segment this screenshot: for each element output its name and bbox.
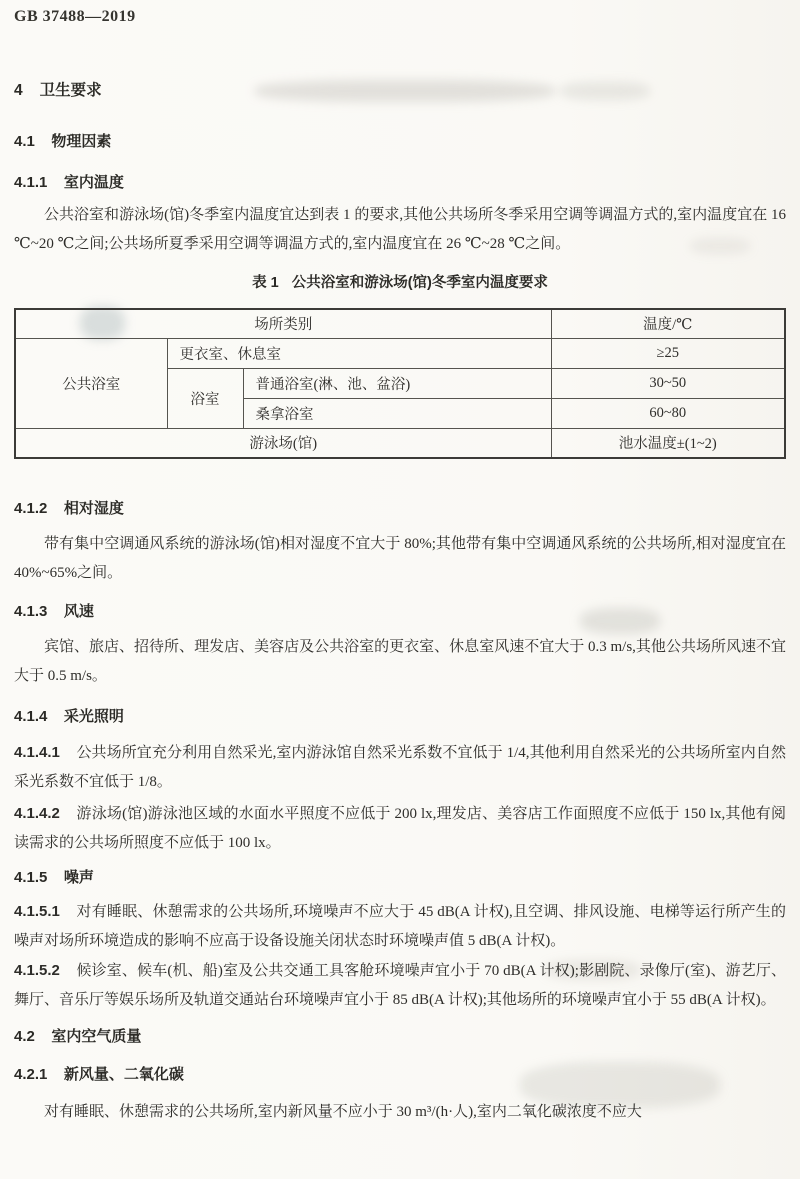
clause-4-1-5-2 xyxy=(14,956,786,1015)
section-title: 室内空气质量 xyxy=(51,1028,142,1045)
cell-public-bathhouse: 公共浴室 xyxy=(15,338,167,428)
section-4-heading xyxy=(14,80,786,102)
section-title: 相对湿度 xyxy=(63,500,124,517)
paragraph-relative-humidity: 带有集中空调通风系统的游泳场(馆)相对湿度不宜大于 80%;其他带有集中空调通风系统的公共场所,相对湿度宜在 40%~65%之间。 xyxy=(14,536,786,581)
paragraph-indoor-temperature: 公共浴室和游泳场(馆)冬季室内温度宜达到表 1 的要求,其他公共场所冬季采用空调等调温方式的,室内温度宜在 16 ℃~20 ℃之间;公共场所夏季采用空调等调温方式的,室内温度宜在 26 ℃~28 ℃之间。 xyxy=(14,207,786,252)
section-number: 4.1.5 xyxy=(14,869,48,886)
clause-4-1-4-1 xyxy=(14,738,786,797)
section-4-1-3-heading xyxy=(14,601,786,623)
table-row xyxy=(15,338,785,368)
clause-number: 4.1.5.2 xyxy=(14,962,60,979)
header-cell-temperature: 温度/℃ xyxy=(551,309,785,338)
section-number: 4.1.1 xyxy=(14,174,48,191)
section-4-1-4-heading xyxy=(14,706,786,728)
table-row xyxy=(15,428,785,458)
clause-number: 4.1.4.2 xyxy=(14,805,60,822)
section-title: 室内温度 xyxy=(63,174,124,191)
table-title: 公共浴室和游泳场(馆)冬季室内温度要求 xyxy=(291,275,548,291)
section-4-1-heading xyxy=(14,131,786,153)
section-number: 4.1 xyxy=(14,133,35,150)
clause-4-1-4-2 xyxy=(14,799,786,858)
cell-ordinary-bath-temp: 30~50 xyxy=(551,368,785,398)
cell-sauna-temp: 60~80 xyxy=(551,398,785,428)
clause-4-1-5-1 xyxy=(14,897,786,956)
table-label: 表 1 xyxy=(252,275,279,291)
section-4-1-2-heading xyxy=(14,498,786,520)
cell-swimming-pool: 游泳场(馆) xyxy=(15,428,551,458)
paragraph-wind-speed: 宾馆、旅店、招待所、理发店、美容店及公共浴室的更衣室、休息室风速不宜大于 0.3 m/s,其他公共场所风速不宜大于 0.5 m/s。 xyxy=(14,639,786,684)
section-title: 卫生要求 xyxy=(39,82,102,99)
header-cell-place-category: 场所类别 xyxy=(15,309,551,338)
section-4-1-5-heading xyxy=(14,867,786,889)
section-4-1-1-heading xyxy=(14,172,786,194)
section-title: 噪声 xyxy=(63,869,94,886)
standard-number-header: GB 37488—2019 xyxy=(14,8,136,25)
section-title: 新风量、二氧化碳 xyxy=(63,1066,184,1083)
clause-text: 公共场所宜充分利用自然采光,室内游泳馆自然采光系数不宜低于 1/4,其他利用自然采光的公共场所室内自然采光系数不宜低于 1/8。 xyxy=(14,745,786,790)
table-1-winter-indoor-temperature xyxy=(14,308,786,459)
cell-changing-rest-room: 更衣室、休息室 xyxy=(167,338,551,368)
section-title: 物理因素 xyxy=(51,133,112,150)
clause-number: 4.1.4.1 xyxy=(14,744,60,761)
section-number: 4.2 xyxy=(14,1028,35,1045)
section-number: 4.1.3 xyxy=(14,603,48,620)
paragraph-fresh-air-co2: 对有睡眠、休憩需求的公共场所,室内新风量不应小于 30 m³/(h·人),室内二氧化碳浓度不应大 xyxy=(44,1104,642,1120)
cell-ordinary-bath: 普通浴室(淋、池、盆浴) xyxy=(243,368,551,398)
cell-swimming-pool-temp: 池水温度±(1~2) xyxy=(551,428,785,458)
clause-text: 对有睡眠、休憩需求的公共场所,环境噪声不应大于 45 dB(A 计权),且空调、排风设施、电梯等运行所产生的噪声对场所环境造成的影响不应高于设备设施关闭状态时环境噪声值 5 dB(A 计权)。 xyxy=(14,904,786,949)
cell-bathroom: 浴室 xyxy=(167,368,243,428)
section-number: 4.2.1 xyxy=(14,1066,48,1083)
section-number: 4 xyxy=(14,82,23,99)
table-header-row xyxy=(15,309,785,338)
section-number: 4.1.4 xyxy=(14,708,48,725)
clause-number: 4.1.5.1 xyxy=(14,903,60,920)
table-1-caption xyxy=(14,272,786,294)
section-title: 采光照明 xyxy=(63,708,124,725)
section-number: 4.1.2 xyxy=(14,500,48,517)
section-4-2-1-heading xyxy=(14,1064,786,1086)
section-4-2-heading xyxy=(14,1026,786,1048)
section-title: 风速 xyxy=(63,603,94,620)
clause-text: 候诊室、候车(机、船)室及公共交通工具客舱环境噪声宜小于 70 dB(A 计权);影剧院、录像厅(室)、游艺厅、舞厅、音乐厅等娱乐场所及轨道交通站台环境噪声宜小于 85 dB(A 计权);其他场所的环境噪声宜小于 55 dB(A 计权)。 xyxy=(14,963,786,1008)
cell-changing-temp: ≥25 xyxy=(551,338,785,368)
clause-text: 游泳场(馆)游泳池区域的水面水平照度不应低于 200 lx,理发店、美容店工作面照度不应低于 150 lx,其他有阅读需求的公共场所照度不应低于 100 lx。 xyxy=(14,806,786,851)
cell-sauna: 桑拿浴室 xyxy=(243,398,551,428)
